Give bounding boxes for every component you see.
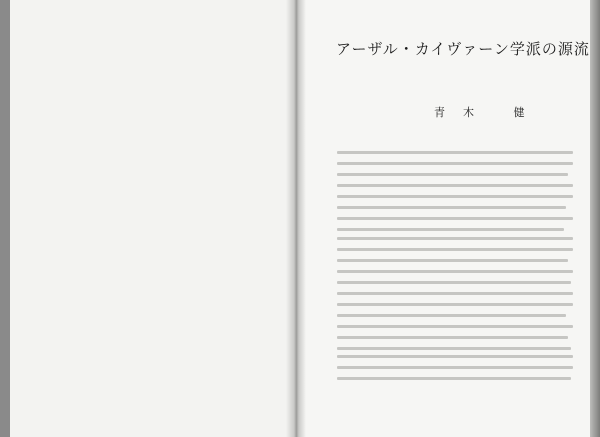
- body-text-line: [337, 281, 571, 284]
- body-text-line: [337, 184, 573, 187]
- page-edge-shadow: [590, 0, 600, 437]
- body-text-line: [337, 347, 571, 350]
- body-text-line: [337, 162, 573, 165]
- body-paragraph-1: [337, 151, 573, 239]
- body-text-line: [337, 173, 568, 176]
- body-text-line: [337, 228, 564, 231]
- body-text-line: [337, 195, 573, 198]
- body-text-line: [337, 377, 571, 380]
- body-paragraph-2: [337, 237, 573, 358]
- body-text-line: [337, 217, 573, 220]
- book-gutter: [286, 0, 306, 437]
- body-text-line: [337, 366, 573, 369]
- body-text-line: [337, 237, 573, 240]
- body-text-line: [337, 314, 566, 317]
- body-text-line: [337, 151, 573, 154]
- body-text-line: [337, 248, 573, 251]
- body-text-line: [337, 270, 573, 273]
- body-text-line: [337, 259, 568, 262]
- left-blank-page: [10, 0, 295, 437]
- body-paragraph-3: [337, 355, 573, 388]
- body-text-line: [337, 355, 573, 358]
- body-text-line: [337, 292, 573, 295]
- article-title: アーザル・カイヴァーン学派の源流: [336, 40, 590, 58]
- body-text-line: [337, 206, 566, 209]
- body-text-line: [337, 325, 573, 328]
- body-text-line: [337, 336, 568, 339]
- body-text-line: [337, 303, 573, 306]
- article-author: 青木 健: [434, 106, 543, 119]
